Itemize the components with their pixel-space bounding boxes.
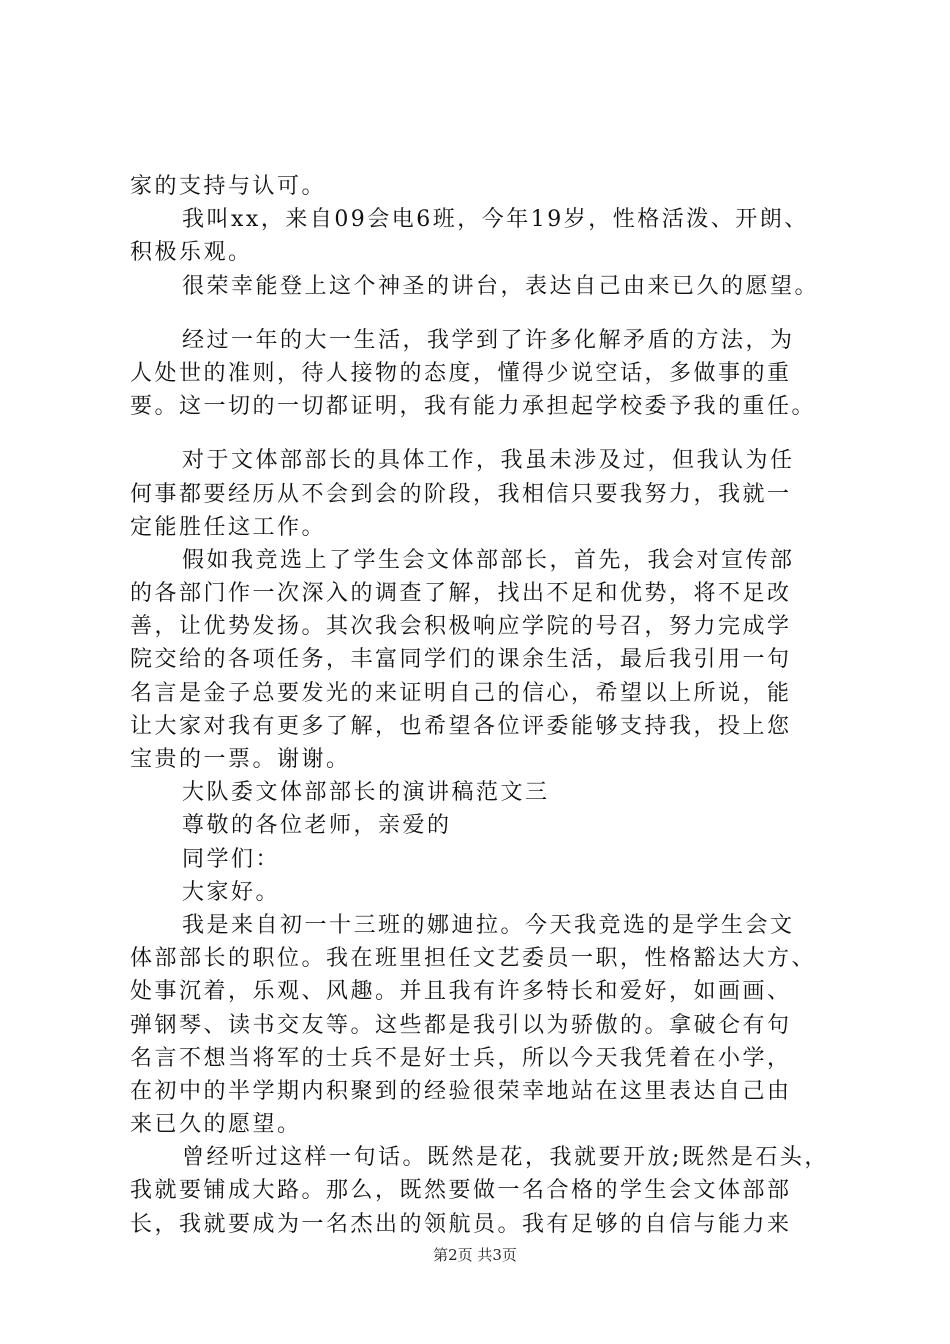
salutation-line: 尊敬的各位老师，亲爱的 — [182, 813, 452, 839]
paragraph-line: 来已久的愿望。 — [130, 1112, 302, 1138]
paragraph-line: 名言是金子总要发光的来证明自己的信心，希望以上所说，能 — [130, 680, 792, 706]
document-body — [130, 170, 830, 1241]
paragraph-line: 善，让优势发扬。其次我会积极响应学院的号召，努力完成学 — [130, 614, 792, 640]
paragraph-line: 曾经听过这样一句话。既然是花，我就要开放;既然是石头， — [182, 1145, 829, 1171]
paragraph-line: 对于文体部部长的具体工作，我虽未涉及过，但我认为任 — [182, 448, 795, 474]
paragraph-line: 很荣幸能登上这个神圣的讲台，表达自己由来已久的愿望。 — [182, 273, 820, 299]
paragraph-gap — [130, 423, 830, 444]
paragraph-line: 假如我竞选上了学生会文体部部长，首先，我会对宣传部 — [182, 547, 795, 573]
paragraph-line: 积极乐观。 — [130, 240, 253, 266]
section-title: 大队委文体部部长的演讲稿范文三 — [182, 780, 550, 806]
paragraph-line: 家的支持与认可。 — [130, 174, 327, 199]
paragraph-line: 我就要铺成大路。那么，既然要做一名合格的学生会文体部部 — [130, 1178, 792, 1204]
paragraph-line: 处事沉着，乐观、风趣。并且我有许多特长和爱好，如画画、 — [130, 979, 792, 1005]
paragraph-line: 我叫xx，来自09会电6班，今年19岁，性格活泼、开朗、 — [182, 207, 809, 233]
paragraph-line: 何事都要经历从不会到会的阶段，我相信只要我努力，我就一 — [130, 481, 792, 507]
paragraph-line: 要。这一切的一切都证明，我有能力承担起学校委予我的重任。 — [130, 394, 817, 420]
paragraph-line: 体部部长的职位。我在班里担任文艺委员一职，性格豁达大方、 — [130, 946, 817, 972]
paragraph-line: 名言不想当将军的士兵不是好士兵，所以今天我凭着在小学， — [130, 1045, 792, 1071]
paragraph-line: 在初中的半学期内积聚到的经验很荣幸地站在这里表达自己由 — [130, 1078, 792, 1104]
salutation-line: 同学们： — [182, 846, 281, 872]
paragraph-gap — [130, 303, 830, 324]
paragraph-line: 的各部门作一次深入的调查了解，找出不足和优势，将不足改 — [130, 581, 792, 607]
paragraph-line: 弹钢琴、读书交友等。这些都是我引以为骄傲的。拿破仑有句 — [130, 1012, 792, 1038]
greeting-line: 大家好。 — [182, 879, 281, 905]
paragraph-line: 长，我就要成为一名杰出的领航员。我有足够的自信与能力来 — [130, 1211, 792, 1237]
paragraph-line: 我是来自初一十三班的娜迪拉。今天我竞选的是学生会文 — [182, 912, 795, 938]
page-number-footer: 第2页 共3页 — [433, 1246, 517, 1264]
paragraph-line: 经过一年的大一生活，我学到了许多化解矛盾的方法，为 — [182, 327, 795, 353]
paragraph-line: 院交给的各项任务，丰富同学们的课余生活，最后我引用一句 — [130, 647, 792, 673]
paragraph-line: 定能胜任这工作。 — [130, 514, 327, 540]
paragraph-line: 宝贵的一票。谢谢。 — [130, 747, 351, 772]
paragraph-line: 让大家对我有更多了解，也希望各位评委能够支持我，投上您 — [130, 713, 792, 739]
paragraph-line: 人处世的准则，待人接物的态度，懂得少说空话，多做事的重 — [130, 360, 792, 386]
